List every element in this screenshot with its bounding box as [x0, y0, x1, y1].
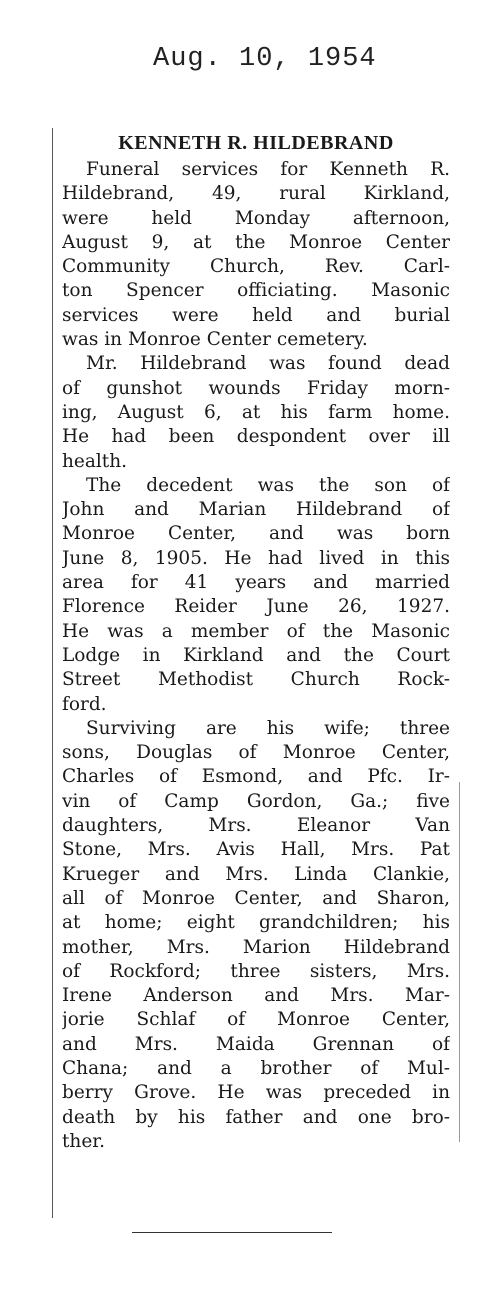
- article-paragraph: [62, 352, 450, 473]
- obituary-article: [62, 122, 450, 1154]
- article-line: services were held and burial: [62, 304, 450, 326]
- article-line: was in Monroe Center cemetery.: [62, 329, 368, 351]
- article-line: mother, Mrs. Marion Hildebrand: [62, 936, 450, 958]
- article-line: vin of Camp Gordon, Ga.; five: [62, 790, 450, 812]
- article-line: Hildebrand, 49, rural Kirkland,: [62, 183, 450, 205]
- article-paragraph: [62, 474, 450, 717]
- article-line: jorie Schlaf of Monroe Center,: [62, 1009, 450, 1031]
- article-line: were held Monday afternoon,: [62, 207, 450, 229]
- article-line: Stone, Mrs. Avis Hall, Mrs. Pat: [62, 839, 450, 861]
- article-line: death by his father and one bro-: [62, 1106, 450, 1128]
- column-rule-right: [459, 782, 460, 1142]
- article-line: He was a member of the Masonic: [62, 620, 450, 642]
- article-line: Krueger and Mrs. Linda Clankie,: [62, 863, 450, 885]
- article-line: Street Methodist Church Rock-: [62, 669, 450, 691]
- article-line: Florence Reider June 26, 1927.: [62, 596, 450, 618]
- article-line: of Rockford; three sisters, Mrs.: [62, 960, 450, 982]
- article-line: June 8, 1905. He had lived in this: [62, 547, 450, 569]
- article-paragraph: [62, 158, 450, 352]
- article-line: Charles of Esmond, and Pfc. Ir-: [62, 766, 450, 788]
- article-line: berry Grove. He was preceded in: [62, 1082, 450, 1104]
- end-rule: [132, 1232, 332, 1233]
- article-line: Surviving are his wife; three: [86, 717, 450, 739]
- article-line: Chana; and a brother of Mul-: [62, 1057, 450, 1079]
- article-line: Monroe Center, and was born: [62, 523, 450, 545]
- article-line: Community Church, Rev. Carl-: [62, 256, 450, 278]
- article-line: area for 41 years and married: [62, 572, 450, 594]
- article-line: The decedent was the son of: [86, 474, 450, 496]
- article-line: Funeral services for Kenneth R.: [86, 159, 450, 180]
- article-line: sons, Douglas of Monroe Center,: [62, 742, 450, 764]
- article-line: August 9, at the Monroe Center: [62, 231, 450, 253]
- article-line: of gunshot wounds Friday morn-: [62, 377, 450, 399]
- newspaper-clipping: [52, 122, 460, 1218]
- article-line: ing, August 6, at his farm home.: [62, 401, 450, 423]
- article-line: at home; eight grandchildren; his: [62, 912, 450, 934]
- obituary-body: [62, 158, 450, 1154]
- article-line: ther.: [62, 1130, 105, 1152]
- article-paragraph: [62, 717, 450, 1154]
- article-line: Irene Anderson and Mrs. Mar-: [62, 985, 450, 1007]
- article-line: and Mrs. Maida Grennan of: [62, 1033, 450, 1055]
- article-line: Mr. Hildebrand was found dead: [86, 353, 450, 375]
- article-line: He had been despondent over ill: [62, 426, 450, 448]
- article-line: ton Spencer officiating. Masonic: [62, 280, 450, 302]
- clipping-date: Aug. 10, 1954: [153, 44, 377, 74]
- article-line: John and Marian Hildebrand of: [62, 499, 450, 521]
- article-line: ford.: [62, 693, 107, 715]
- obituary-headline: KENNETH R. HILDEBRAND: [118, 132, 394, 154]
- article-line: health.: [62, 450, 128, 472]
- column-rule-left: [52, 128, 53, 1218]
- article-line: all of Monroe Center, and Sharon,: [62, 887, 450, 909]
- article-line: Lodge in Kirkland and the Court: [62, 644, 450, 666]
- article-line: daughters, Mrs. Eleanor Van: [62, 815, 450, 837]
